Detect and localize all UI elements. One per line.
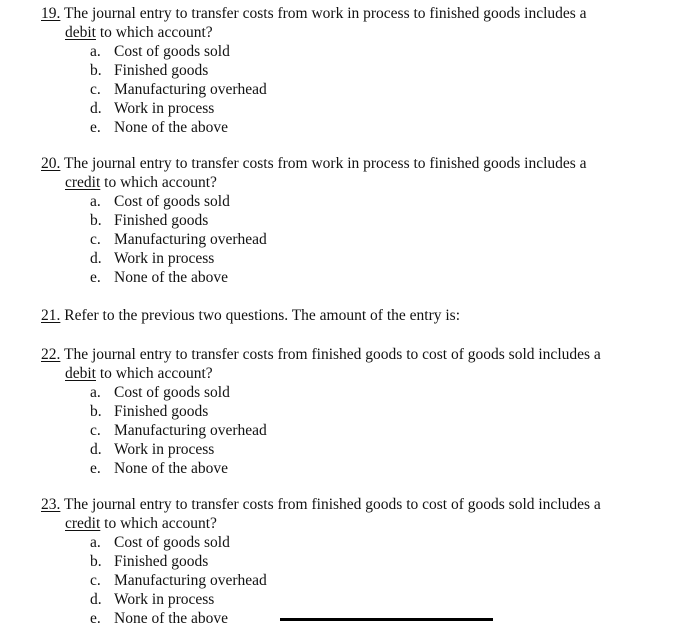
option-a[interactable] [90,192,681,211]
option-text: Work in process [114,100,215,117]
question-keyword: credit [65,515,101,532]
option-c[interactable] [90,80,681,99]
option-d[interactable] [90,99,681,118]
option-a[interactable] [90,533,681,552]
question-number: 20. [41,155,61,172]
option-letter: a. [90,534,101,551]
option-letter: c. [90,231,101,248]
answer-options [41,192,681,287]
answer-blank-line [280,618,493,621]
option-letter: c. [90,81,101,98]
option-a[interactable] [90,383,681,402]
option-c[interactable] [90,571,681,590]
question-23 [41,495,681,628]
question-tail: to which account? [99,365,213,382]
question-tail: to which account? [104,515,217,532]
option-text: Finished goods [114,403,209,420]
option-text: Work in process [114,441,215,458]
question-stem-continuation [41,23,681,42]
option-letter: b. [90,553,102,570]
question-stem [41,4,681,23]
answer-options [41,383,681,478]
option-a[interactable] [90,42,681,61]
question-stem [41,306,681,325]
option-letter: d. [90,100,102,117]
option-letter: b. [90,212,102,229]
option-d[interactable] [90,590,681,609]
option-text: Cost of goods sold [114,384,230,401]
question-stem-continuation [41,364,681,383]
option-letter: c. [90,422,101,439]
option-e[interactable] [90,118,681,137]
option-text: Cost of goods sold [114,534,230,551]
option-text: Finished goods [114,553,209,570]
option-letter: e. [90,119,101,136]
option-text: Cost of goods sold [114,193,230,210]
question-text: The journal entry to transfer costs from finished goods to cost of goods sold includes a [63,346,601,363]
answer-options [41,533,681,628]
option-text: None of the above [114,610,229,627]
question-text: The journal entry to transfer costs from finished goods to cost of goods sold includes a [63,496,601,513]
option-e[interactable] [90,459,681,478]
question-20 [41,154,681,287]
question-stem-continuation [41,173,681,192]
option-letter: a. [90,43,101,60]
question-number: 19. [41,5,61,22]
option-letter: d. [90,250,102,267]
question-stem [41,154,681,173]
option-letter: a. [90,384,101,401]
option-e[interactable] [90,268,681,287]
option-text: Manufacturing overhead [114,422,267,439]
question-stem [41,345,681,364]
option-c[interactable] [90,230,681,249]
option-text: None of the above [114,269,229,286]
question-keyword: debit [65,365,96,382]
option-text: Finished goods [114,62,209,79]
question-number: 23. [41,496,61,513]
option-letter: b. [90,62,102,79]
option-letter: d. [90,441,102,458]
question-text: The journal entry to transfer costs from work in process to finished goods includes a [63,5,587,22]
option-text: Work in process [114,591,215,608]
option-d[interactable] [90,440,681,459]
question-text: Refer to the previous two questions. The amount of the entry is: [64,307,460,324]
option-text: Manufacturing overhead [114,81,267,98]
option-b[interactable] [90,402,681,421]
question-22 [41,345,681,478]
option-c[interactable] [90,421,681,440]
question-number: 22. [41,346,61,363]
option-text: None of the above [114,460,229,477]
option-text: None of the above [114,119,229,136]
option-letter: c. [90,572,101,589]
answer-options [41,42,681,137]
question-tail: to which account? [99,24,213,41]
question-tail: to which account? [104,174,217,191]
option-text: Work in process [114,250,215,267]
option-letter: b. [90,403,102,420]
question-number: 21. [41,307,61,324]
question-stem-continuation [41,514,681,533]
option-letter: e. [90,460,101,477]
option-text: Cost of goods sold [114,43,230,60]
question-keyword: debit [65,24,96,41]
option-text: Manufacturing overhead [114,231,267,248]
option-b[interactable] [90,61,681,80]
option-text: Manufacturing overhead [114,572,267,589]
option-letter: d. [90,591,102,608]
option-letter: e. [90,269,101,286]
question-keyword: credit [65,174,101,191]
option-d[interactable] [90,249,681,268]
option-b[interactable] [90,552,681,571]
option-letter: a. [90,193,101,210]
question-text: The journal entry to transfer costs from work in process to finished goods includes a [63,155,587,172]
question-19 [41,4,681,137]
question-stem [41,495,681,514]
question-21 [41,306,681,325]
option-letter: e. [90,610,101,627]
option-b[interactable] [90,211,681,230]
option-text: Finished goods [114,212,209,229]
